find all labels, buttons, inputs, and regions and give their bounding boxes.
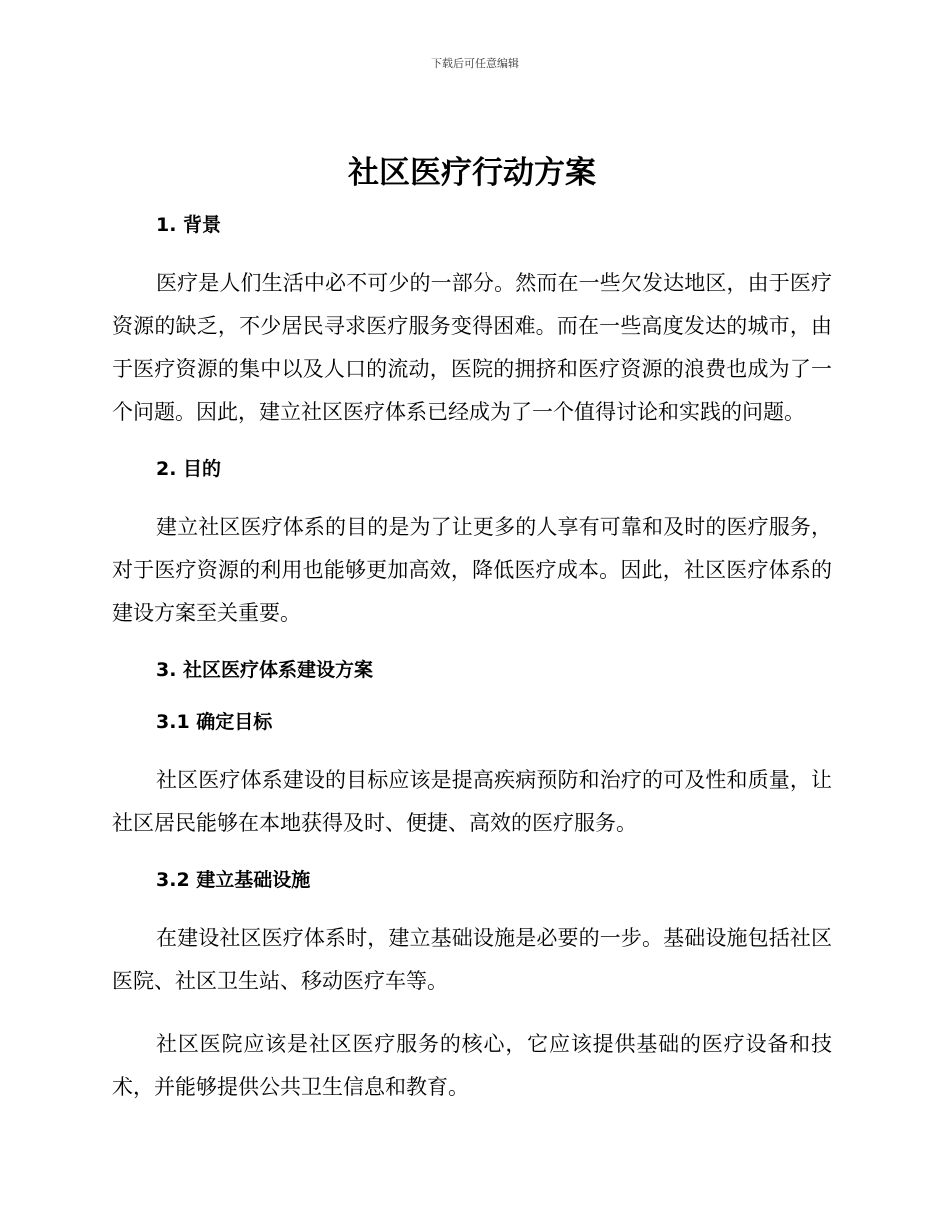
paragraph-background: 医疗是人们生活中必不可少的一部分。然而在一些欠发达地区，由于医疗资源的缺乏，不少居民寻求医疗服务变得困难。而在一些高度发达的城市，由于医疗资源的集中以及人口的流动，医院的拥挤和医疗资源的浪费也成为了一个问题。因此，建立社区医疗体系已经成为了一个值得讨论和实践的问题。 (112, 271, 832, 424)
section-heading-plan: 3. 社区医疗体系建设方案 (156, 659, 374, 681)
section-heading-infrastructure: 3.2 建立基础设施 (156, 869, 311, 891)
paragraph-infrastructure-2: 社区医院应该是社区医疗服务的核心，它应该提供基础的医疗设备和技术，并能够提供公共卫生信息和教育。 (112, 1032, 832, 1099)
section-heading-purpose: 2. 目的 (156, 458, 222, 480)
paragraph-goals: 社区医疗体系建设的目标应该是提高疾病预防和治疗的可及性和质量，让社区居民能够在本地获得及时、便捷、高效的医疗服务。 (112, 768, 832, 835)
section-heading-goals: 3.1 确定目标 (156, 711, 273, 733)
document-title: 社区医疗行动方案 (348, 155, 596, 191)
paragraph-purpose: 建立社区医疗体系的目的是为了让更多的人享有可靠和及时的医疗服务，对于医疗资源的利用也能够更加高效，降低医疗成本。因此，社区医疗体系的建设方案至关重要。 (112, 515, 832, 625)
paragraph-infrastructure-1: 在建设社区医疗体系时，建立基础设施是必要的一步。基础设施包括社区医院、社区卫生站、移动医疗车等。 (112, 926, 832, 993)
header-note: 下载后可任意编辑 (431, 57, 519, 70)
section-heading-background: 1. 背景 (156, 214, 222, 236)
document-body (112, 150, 832, 1129)
